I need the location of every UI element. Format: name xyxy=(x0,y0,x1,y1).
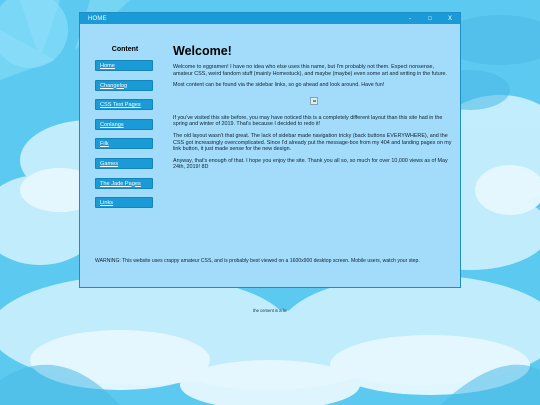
close-button[interactable]: X xyxy=(447,15,452,22)
sidebar-item-games[interactable]: Games xyxy=(95,158,153,169)
warning-text: WARNING: This website uses crappy amateur CSS, and is probably best viewed on a 1600x900 desktop screen. Mobile users, watch your step. xyxy=(95,258,420,264)
sidebar-item-conlangs[interactable]: Conlangs xyxy=(95,119,153,130)
sidebar-item-jade-pages[interactable]: The Jade Pages xyxy=(95,178,153,189)
sidebar-item-home[interactable]: Home xyxy=(95,60,153,71)
redesign-paragraph: If you've visited this site before, you may have noticed this is a completely different layout than this site had in the spring and winter of 2019. That's because I decided to redo it! xyxy=(173,114,443,128)
old-layout-paragraph: The old layout wasn't that great. The lack of sidebar made navigation tricky (back buttons EVERYWHERE), and the CSS got increasingly overcomplicated. Since I'd already put the message-box from my 404 and landing pages on my link button, it just made sense for the new design. xyxy=(173,132,452,153)
intro-paragraph: Welcome to eggramen! I have no idea who else uses this name, but I'm probably not them. Expect nonsense, amateur CSS, weird fandom stuff (mainly Homestuck), and maybe (maybe) even some art and writing in the future. xyxy=(173,64,448,77)
minimize-button[interactable]: - xyxy=(409,15,411,22)
sidebar xyxy=(95,44,155,217)
window-controls xyxy=(400,13,460,24)
sidebar-item-css-test-pages[interactable]: CSS Test Pages xyxy=(95,99,153,110)
footer-note: the cement is a lie xyxy=(253,308,287,313)
maximize-button[interactable]: □ xyxy=(428,15,432,22)
sidebar-item-changelog[interactable]: Changelog xyxy=(95,80,153,91)
broken-image-icon xyxy=(310,97,318,105)
main-window xyxy=(79,12,461,288)
sidebar-heading: Content xyxy=(111,46,139,53)
sidebar-item-links[interactable]: Links xyxy=(95,197,153,208)
window-title: HOME xyxy=(88,15,107,22)
navigation-paragraph: Most content can be found via the sidebar links, so go ahead and look around. Have fun! xyxy=(173,82,385,89)
sidebar-item-filk[interactable]: Filk xyxy=(95,138,153,149)
page-title: Welcome! xyxy=(173,44,232,58)
window-titlebar[interactable] xyxy=(80,13,460,24)
thanks-paragraph: Anyway, that's enough of that. I hope you enjoy the site. Thank you all so, so much for over 10,000 views as of May 24th, 2019! 8D xyxy=(173,157,448,171)
main-content xyxy=(173,44,455,176)
